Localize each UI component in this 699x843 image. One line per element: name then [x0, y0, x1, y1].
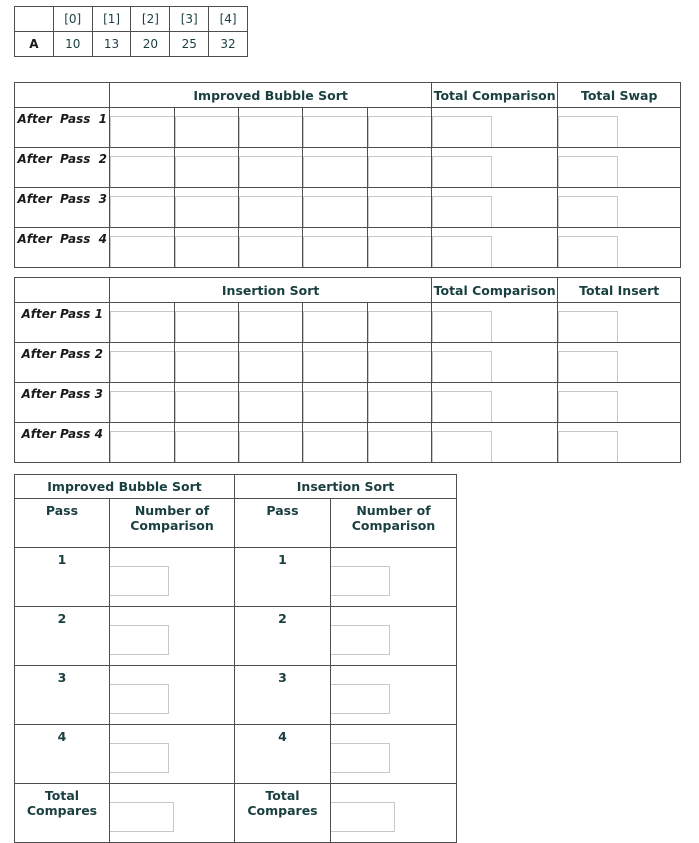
insertion-corner-cell	[15, 278, 110, 303]
insertion-pass-value-input[interactable]	[175, 391, 238, 422]
bubble-pass-comparison-cell	[431, 108, 558, 148]
summary-bubble-count-input[interactable]	[110, 625, 169, 655]
summary-bubble-count-header	[110, 499, 235, 548]
insertion-pass-row-label: After Pass 4	[15, 423, 110, 463]
summary-bubble-count-cell	[110, 548, 235, 607]
summary-insertion-total-cell	[331, 784, 457, 843]
bubble-pass-cell	[303, 188, 367, 228]
bubble-pass-extra-input[interactable]	[558, 116, 618, 147]
insertion-pass-value-input[interactable]	[110, 311, 173, 342]
insertion-pass-comparison-input[interactable]	[432, 311, 492, 342]
summary-insertion-total-line1: Total	[265, 788, 300, 803]
array-corner-cell	[15, 7, 54, 32]
summary-pass-row	[15, 725, 457, 784]
insertion-pass-value-input[interactable]	[239, 351, 302, 382]
insertion-pass-value-input[interactable]	[368, 351, 431, 382]
insertion-pass-value-input[interactable]	[303, 431, 366, 462]
insertion-pass-cell	[303, 343, 367, 383]
insertion-pass-cell	[367, 303, 431, 343]
bubble-pass-comparison-cell	[431, 148, 558, 188]
summary-bubble-pass-number: 1	[15, 548, 110, 607]
bubble-pass-value-input[interactable]	[303, 156, 366, 187]
array-index-3: [3]	[170, 7, 209, 32]
bubble-pass-value-input[interactable]	[175, 156, 238, 187]
insertion-pass-extra-input[interactable]	[558, 391, 618, 422]
insertion-pass-cell	[367, 423, 431, 463]
bubble-pass-extra-cell	[558, 148, 681, 188]
insertion-insert-header: Total Insert	[558, 278, 681, 303]
bubble-pass-row-label: After Pass 3	[15, 188, 110, 228]
bubble-pass-row	[15, 228, 681, 268]
bubble-pass-cell	[303, 108, 367, 148]
insertion-sort-pass-table	[14, 277, 681, 463]
bubble-pass-value-input[interactable]	[110, 116, 173, 147]
summary-insertion-count-input[interactable]	[331, 566, 390, 596]
summary-bubble-count-cell	[110, 607, 235, 666]
bubble-pass-extra-input[interactable]	[558, 196, 618, 227]
insertion-pass-cell	[238, 343, 302, 383]
insertion-pass-cell	[110, 383, 174, 423]
bubble-pass-comparison-cell	[431, 228, 558, 268]
insertion-pass-extra-cell	[558, 423, 681, 463]
insertion-pass-cell	[174, 383, 238, 423]
summary-insertion-title: Insertion Sort	[235, 475, 457, 499]
summary-pass-row	[15, 607, 457, 666]
bubble-pass-row	[15, 108, 681, 148]
insertion-pass-cell	[238, 383, 302, 423]
summary-insertion-count-cell	[331, 666, 457, 725]
bubble-pass-cell	[110, 148, 174, 188]
bubble-pass-cell	[238, 188, 302, 228]
array-index-1: [1]	[92, 7, 131, 32]
summary-insertion-count-line2: Comparison	[351, 518, 436, 533]
insertion-pass-extra-cell	[558, 343, 681, 383]
summary-bubble-total-label	[15, 784, 110, 843]
summary-subheader-row	[15, 499, 457, 548]
bubble-pass-cell	[174, 148, 238, 188]
summary-bubble-count-input[interactable]	[110, 743, 169, 773]
insertion-pass-value-input[interactable]	[303, 391, 366, 422]
bubble-pass-row-label: After Pass 4	[15, 228, 110, 268]
summary-insertion-count-input[interactable]	[331, 625, 390, 655]
insertion-pass-cell	[110, 423, 174, 463]
insertion-pass-value-input[interactable]	[303, 351, 366, 382]
summary-bubble-total-line1: Total	[44, 788, 80, 803]
summary-insertion-pass-number: 2	[235, 607, 331, 666]
bubble-swap-header: Total Swap	[558, 83, 681, 108]
bubble-pass-comparison-input[interactable]	[432, 196, 492, 227]
summary-bubble-count-input[interactable]	[110, 566, 169, 596]
bubble-pass-value-input[interactable]	[239, 156, 302, 187]
summary-insertion-pass-number: 3	[235, 666, 331, 725]
bubble-pass-comparison-input[interactable]	[432, 156, 492, 187]
array-row-label: A	[15, 32, 54, 57]
bubble-pass-cell	[367, 188, 431, 228]
array-header-row	[15, 7, 248, 32]
insertion-pass-value-input[interactable]	[303, 311, 366, 342]
summary-bubble-title: Improved Bubble Sort	[15, 475, 235, 499]
summary-insertion-count-input[interactable]	[331, 684, 390, 714]
insertion-pass-value-input[interactable]	[110, 391, 173, 422]
bubble-pass-cell	[110, 108, 174, 148]
bubble-pass-cell	[174, 188, 238, 228]
bubble-pass-value-input[interactable]	[239, 236, 302, 267]
summary-bubble-pass-number: 4	[15, 725, 110, 784]
insertion-pass-comparison-cell	[431, 383, 558, 423]
insertion-pass-cell	[110, 303, 174, 343]
array-value-2: 20	[131, 32, 170, 57]
summary-bubble-total-cell	[110, 784, 235, 843]
bubble-rows	[15, 108, 681, 268]
insertion-pass-comparison-input[interactable]	[432, 391, 492, 422]
insertion-pass-cell	[174, 423, 238, 463]
insertion-pass-row	[15, 423, 681, 463]
insertion-pass-row-label: After Pass 3	[15, 383, 110, 423]
array-index-2: [2]	[131, 7, 170, 32]
bubble-pass-extra-cell	[558, 228, 681, 268]
insertion-pass-extra-input[interactable]	[558, 431, 618, 462]
bubble-pass-cell	[238, 228, 302, 268]
insertion-pass-value-input[interactable]	[239, 311, 302, 342]
summary-bubble-pass-number: 3	[15, 666, 110, 725]
array-index-4: [4]	[209, 7, 248, 32]
bubble-pass-cell	[367, 228, 431, 268]
bubble-pass-value-input[interactable]	[239, 196, 302, 227]
bubble-pass-value-input[interactable]	[303, 196, 366, 227]
summary-insertion-count-line1: Number of	[356, 503, 431, 518]
insertion-pass-row	[15, 303, 681, 343]
bubble-pass-value-input[interactable]	[110, 196, 173, 227]
summary-pass-rows	[15, 548, 457, 784]
summary-bubble-total-line2: Compares	[26, 803, 98, 818]
summary-insertion-total-input[interactable]	[331, 802, 395, 832]
insertion-pass-value-input[interactable]	[175, 311, 238, 342]
summary-bubble-pass-header: Pass	[15, 499, 110, 548]
summary-title-row	[15, 475, 457, 499]
insertion-pass-cell	[174, 343, 238, 383]
summary-bubble-total-input[interactable]	[110, 802, 174, 832]
insertion-pass-value-input[interactable]	[368, 311, 431, 342]
summary-insertion-total-line2: Compares	[247, 803, 318, 818]
bubble-pass-value-input[interactable]	[175, 116, 238, 147]
bubble-pass-value-input[interactable]	[175, 196, 238, 227]
insertion-pass-row	[15, 383, 681, 423]
bubble-pass-value-input[interactable]	[368, 236, 431, 267]
bubble-pass-comparison-input[interactable]	[432, 236, 492, 267]
summary-insertion-pass-number: 1	[235, 548, 331, 607]
bubble-header-row	[15, 83, 681, 108]
summary-insertion-count-input[interactable]	[331, 743, 390, 773]
bubble-pass-cell	[174, 228, 238, 268]
insertion-pass-value-input[interactable]	[175, 431, 238, 462]
summary-insertion-pass-header: Pass	[235, 499, 331, 548]
insertion-pass-comparison-input[interactable]	[432, 431, 492, 462]
bubble-title: Improved Bubble Sort	[110, 83, 431, 108]
insertion-pass-value-input[interactable]	[110, 351, 173, 382]
summary-pass-row	[15, 666, 457, 725]
insertion-rows	[15, 303, 681, 463]
insertion-pass-value-input[interactable]	[110, 431, 173, 462]
bubble-comparison-header: Total Comparison	[431, 83, 558, 108]
bubble-pass-row	[15, 188, 681, 228]
insertion-pass-extra-cell	[558, 383, 681, 423]
bubble-pass-cell	[238, 148, 302, 188]
bubble-pass-value-input[interactable]	[110, 236, 173, 267]
summary-insertion-count-cell	[331, 725, 457, 784]
summary-bubble-count-line2: Comparison	[130, 518, 214, 533]
summary-bubble-count-cell	[110, 666, 235, 725]
comparison-summary-table	[14, 474, 457, 843]
array-value-3: 25	[170, 32, 209, 57]
bubble-pass-extra-input[interactable]	[558, 236, 618, 267]
insertion-pass-comparison-cell	[431, 423, 558, 463]
array-value-row	[15, 32, 248, 57]
bubble-pass-value-input[interactable]	[368, 116, 431, 147]
bubble-pass-value-input[interactable]	[239, 116, 302, 147]
bubble-pass-comparison-cell	[431, 188, 558, 228]
bubble-pass-value-input[interactable]	[175, 236, 238, 267]
array-value-1: 13	[92, 32, 131, 57]
bubble-pass-value-input[interactable]	[303, 116, 366, 147]
insertion-pass-comparison-cell	[431, 303, 558, 343]
insertion-pass-cell	[110, 343, 174, 383]
insertion-pass-cell	[303, 383, 367, 423]
summary-insertion-total-label	[235, 784, 331, 843]
bubble-pass-cell	[367, 148, 431, 188]
summary-insertion-count-cell	[331, 607, 457, 666]
summary-insertion-count-header	[331, 499, 457, 548]
insertion-pass-extra-input[interactable]	[558, 351, 618, 382]
bubble-pass-cell	[303, 148, 367, 188]
bubble-corner-cell	[15, 83, 110, 108]
insertion-header-row	[15, 278, 681, 303]
bubble-pass-value-input[interactable]	[368, 156, 431, 187]
insertion-pass-row-label: After Pass 2	[15, 343, 110, 383]
summary-bubble-pass-number: 2	[15, 607, 110, 666]
insertion-pass-comparison-input[interactable]	[432, 351, 492, 382]
bubble-pass-extra-cell	[558, 108, 681, 148]
summary-insertion-pass-number: 4	[235, 725, 331, 784]
bubble-pass-row-label: After Pass 2	[15, 148, 110, 188]
array-value-0: 10	[53, 32, 92, 57]
insertion-comparison-header: Total Comparison	[431, 278, 558, 303]
array-table	[14, 6, 248, 57]
insertion-pass-cell	[303, 303, 367, 343]
insertion-pass-row	[15, 343, 681, 383]
insertion-pass-extra-input[interactable]	[558, 311, 618, 342]
bubble-pass-extra-input[interactable]	[558, 156, 618, 187]
insertion-pass-value-input[interactable]	[175, 351, 238, 382]
insertion-pass-value-input[interactable]	[368, 391, 431, 422]
insertion-pass-cell	[367, 343, 431, 383]
summary-pass-row	[15, 548, 457, 607]
insertion-pass-row-label: After Pass 1	[15, 303, 110, 343]
bubble-pass-value-input[interactable]	[368, 196, 431, 227]
array-value-4: 32	[209, 32, 248, 57]
summary-insertion-count-cell	[331, 548, 457, 607]
insertion-pass-value-input[interactable]	[239, 391, 302, 422]
insertion-pass-cell	[238, 303, 302, 343]
bubble-pass-extra-cell	[558, 188, 681, 228]
bubble-sort-pass-table	[14, 82, 681, 268]
bubble-pass-cell	[303, 228, 367, 268]
array-index-0: [0]	[53, 7, 92, 32]
bubble-pass-value-input[interactable]	[110, 156, 173, 187]
summary-bubble-count-line1: Number of	[134, 503, 210, 518]
bubble-pass-value-input[interactable]	[303, 236, 366, 267]
summary-bubble-count-cell	[110, 725, 235, 784]
bubble-pass-cell	[238, 108, 302, 148]
bubble-pass-cell	[174, 108, 238, 148]
insertion-pass-cell	[238, 423, 302, 463]
insertion-pass-cell	[367, 383, 431, 423]
insertion-pass-value-input[interactable]	[368, 431, 431, 462]
insertion-pass-extra-cell	[558, 303, 681, 343]
bubble-pass-row	[15, 148, 681, 188]
bubble-pass-row-label: After Pass 1	[15, 108, 110, 148]
summary-bubble-count-input[interactable]	[110, 684, 169, 714]
bubble-pass-cell	[110, 188, 174, 228]
bubble-pass-cell	[367, 108, 431, 148]
insertion-pass-cell	[174, 303, 238, 343]
bubble-pass-comparison-input[interactable]	[432, 116, 492, 147]
insertion-pass-cell	[303, 423, 367, 463]
summary-total-row	[15, 784, 457, 843]
insertion-pass-value-input[interactable]	[239, 431, 302, 462]
insertion-pass-comparison-cell	[431, 343, 558, 383]
insertion-title: Insertion Sort	[110, 278, 431, 303]
bubble-pass-cell	[110, 228, 174, 268]
